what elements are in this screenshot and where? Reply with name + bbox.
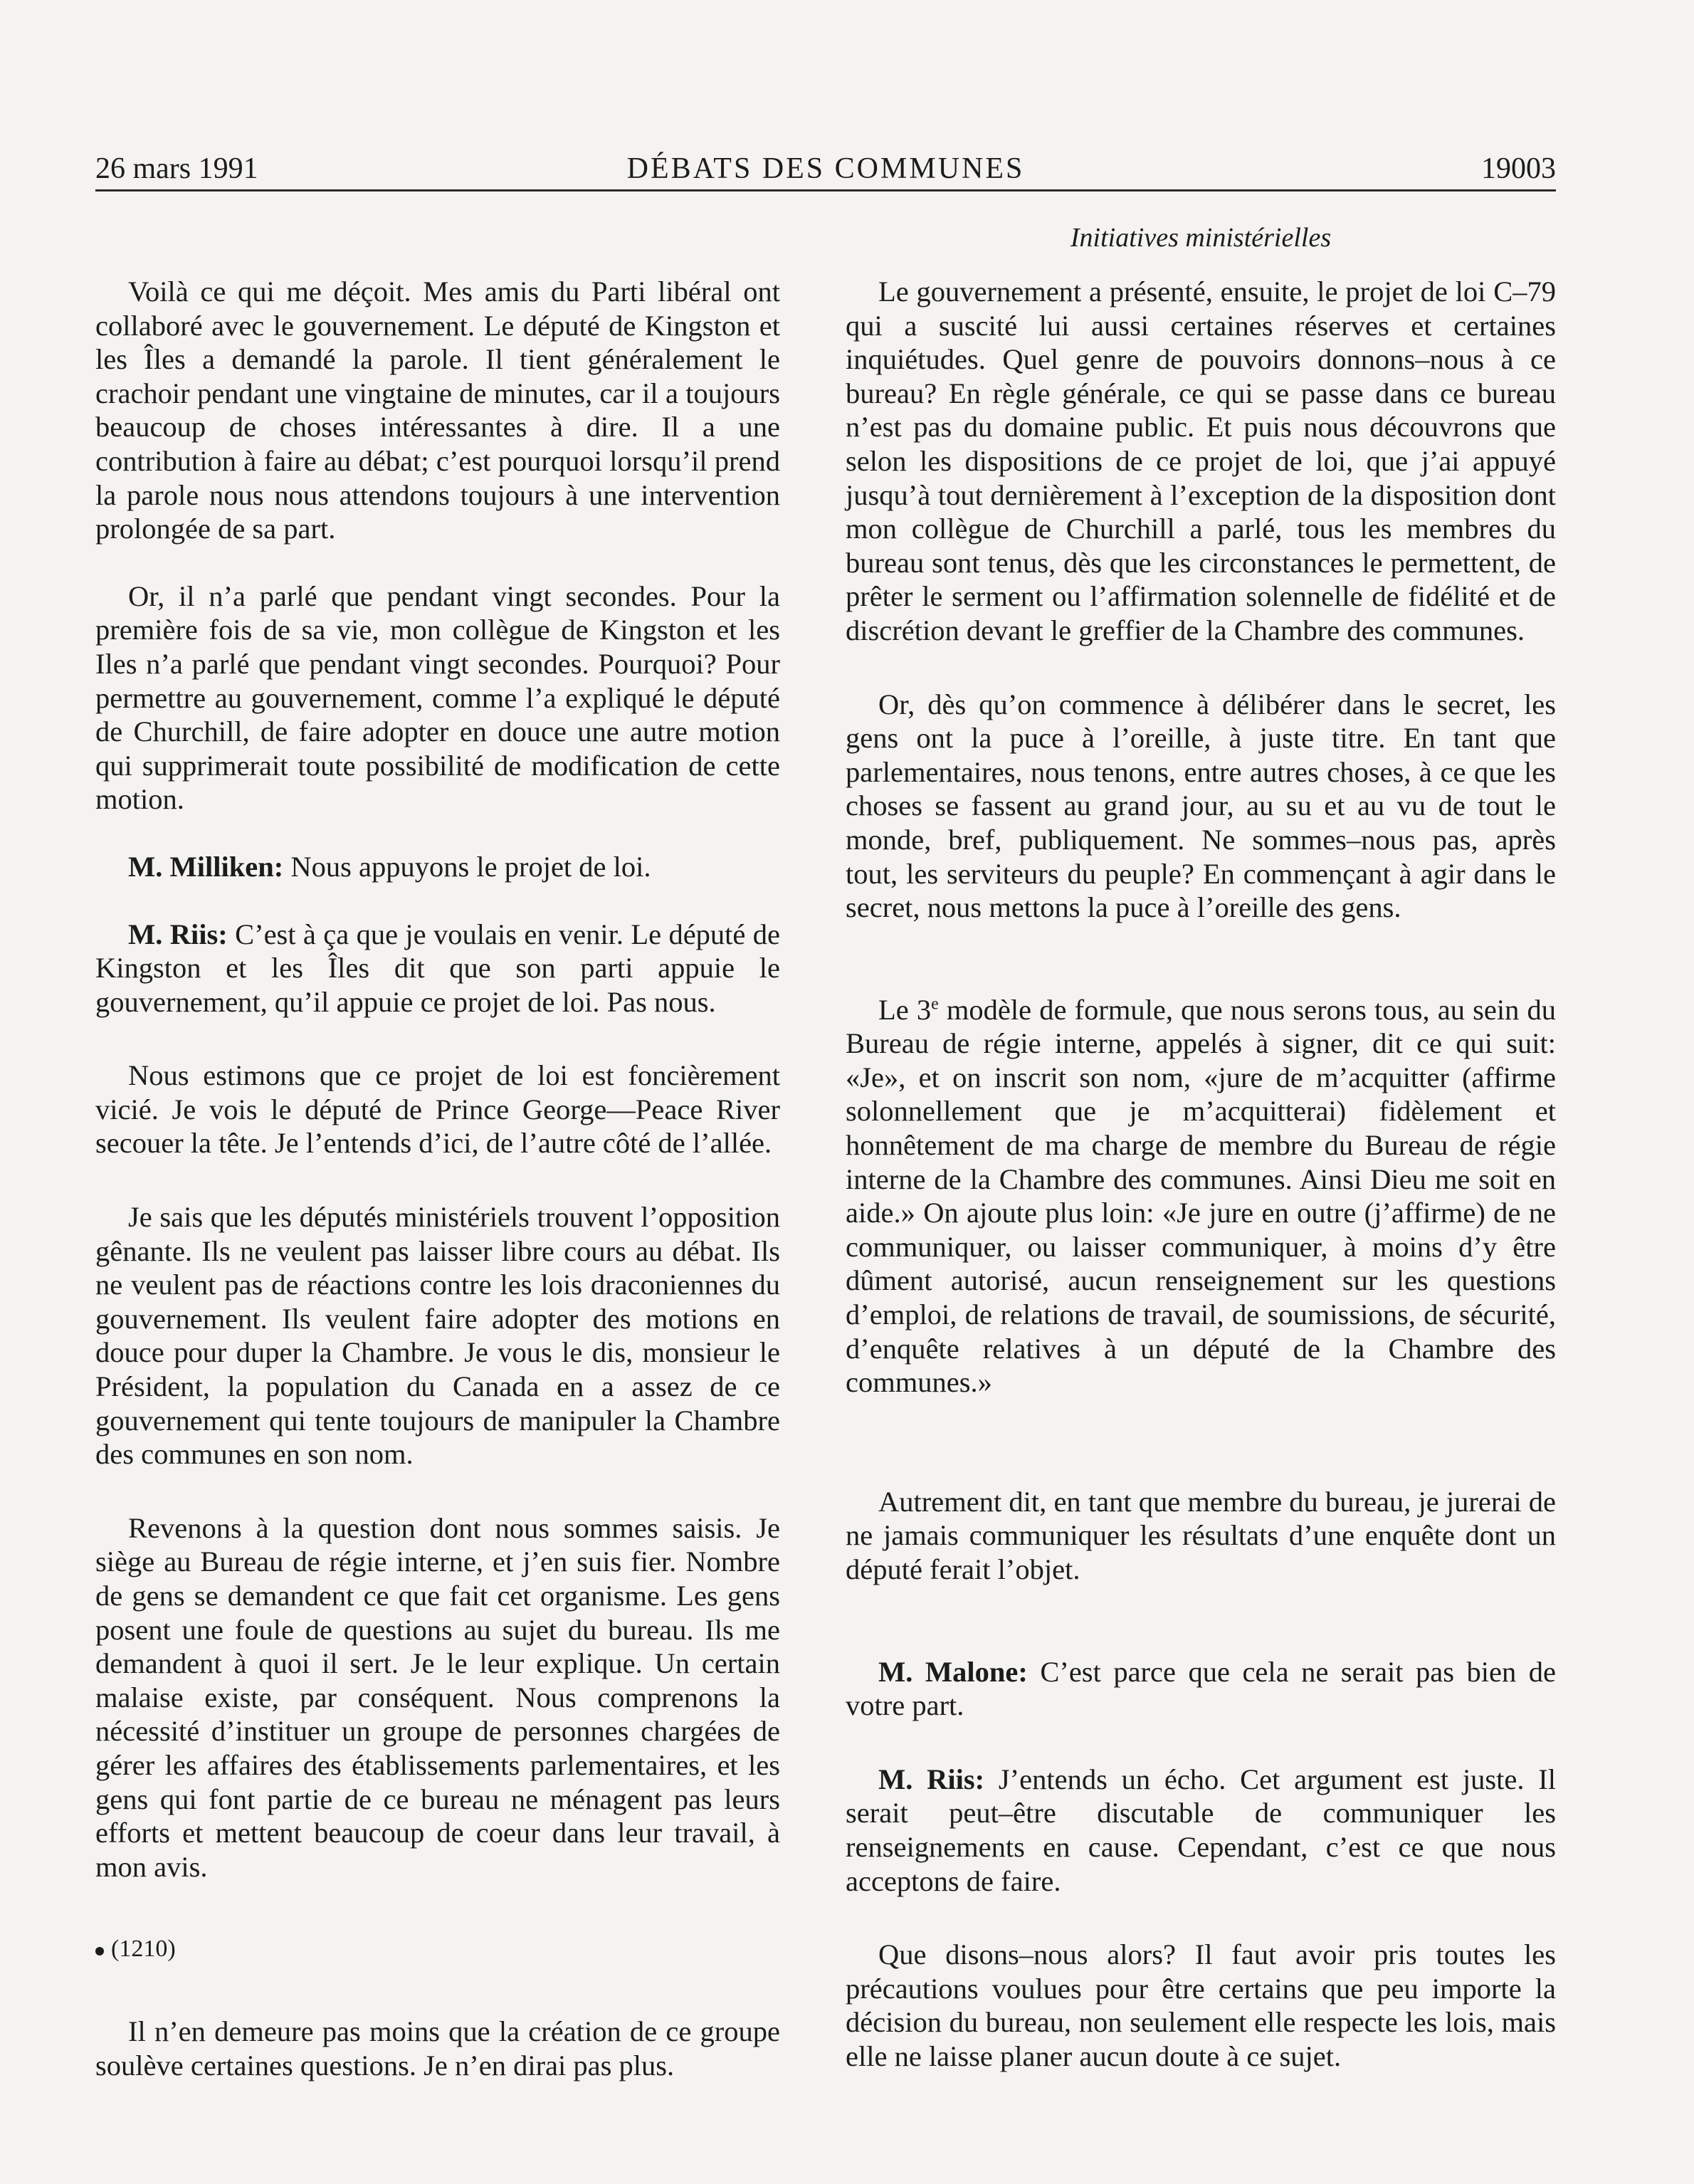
header-page-number: 19003 [1481,152,1556,185]
time-marker [95,1932,780,1966]
page-header [95,147,1556,191]
paragraph: Je sais que les députés ministériels trouvent l’opposition gênante. Ils ne veulent pas laisser libre cours au débat. Ils ne veulent pas de réactions contre les lois draconiennes du gouvernement. Ils veulent faire adopter des motions en douce pour duper la Chambre. Je vous le dis, monsieur le Président, la population du Canada en a assez de ce gouvernement qui tente toujours de manipuler la Chambre des communes en son nom. [95,1201,780,1471]
speaker-name: M. Malone: [878,1655,1028,1688]
speech-text: J’entends un écho. Cet argument est juste. Il serait peut–être discutable de communiquer les renseignements en cause. Cependant, c’est ce que nous acceptons de faire. [846,1763,1556,1897]
paragraph [846,993,1556,1400]
paragraph: Il n’en demeure pas moins que la création de ce groupe soulève certaines questions. Je n’en dirai pas plus. [95,2015,780,2081]
header-date: 26 mars 1991 [95,152,258,185]
paragraph: Or, dès qu’on commence à délibérer dans le secret, les gens ont la puce à l’oreille, à juste titre. En tant que parlementaires, nous tenons, entre autres choses, à ce que les choses se fassent au grand jour, au su et au vu de tout le monde, bref, publiquement. Ne sommes–nous pas, après tout, les serviteurs du peuple? En commençant à agir dans le secret, nous mettons la puce à l’oreille des gens. [846,688,1556,924]
left-column [95,275,780,2082]
speaker-name: M. Riis: [128,918,228,950]
speaker-name: M. Riis: [878,1763,985,1795]
paragraph: Autrement dit, en tant que membre du bureau, je jurerai de ne jamais communiquer les résultats d’une enquête dont un député ferait l’objet. [846,1485,1556,1585]
superscript: e [931,994,939,1014]
paragraph: Nous estimons que ce projet de loi est foncièrement vicié. Je vois le député de Prince George—Peace River secouer la tête. Je l’entends d’ici, de l’autre côté de l’allée. [95,1059,780,1160]
paragraph: Que disons–nous alors? Il faut avoir pris toutes les précautions voulues pour être certains que peu importe la décision du bureau, non seulement elle respecte les lois, mais elle ne laisse planer aucun doute à ce sujet. [846,1938,1556,2072]
speech-paragraph [846,1655,1556,1723]
paragraph: Voilà ce qui me déçoit. Mes amis du Parti libéral ont collaboré avec le gouvernement. Le député de Kingston et les Îles a demandé la parole. Il tient généralement le crachoir pendant une vingtaine de minutes, car il a toujours beaucoup de choses intéressantes à dire. Il a une contribution à faire au débat; c’est pourquoi lorsqu’il prend la parole nous nous attendons toujours à une intervention prolongée de sa part. [95,275,780,545]
time-marker-text: (1210) [111,1936,176,1963]
paragraph: Or, il n’a parlé que pendant vingt secondes. Pour la première fois de sa vie, mon collègue de Kingston et les Iles n’a parlé que pendant vingt secondes. Pourquoi? Pour permettre au gouvernement, comme l’a expliqué le député de Churchill, de faire adopter en douce une autre motion qui supprimerait toute possibilité de modification de cette motion. [95,579,780,816]
header-title: DÉBATS DES COMMUNES [626,152,1025,185]
section-title: Initiatives ministérielles [1070,223,1332,253]
speech-text: C’est à ça que je voulais en venir. Le député de Kingston et les Îles dit que son parti appuie le gouvernement, qu’il appuie ce projet de loi. Pas nous. [95,918,780,1018]
right-column [846,275,1556,2074]
speech-text: C’est parce que cela ne serait pas bien de votre part. [846,1655,1556,1722]
paragraph: Revenons à la question dont nous sommes saisis. Je siège au Bureau de régie interne, et j’en suis fier. Nombre de gens se demandent ce que fait cet organisme. Les gens posent une foule de questions au sujet du bureau. Ils me demandent à quoi il sert. Je le leur explique. Un certain malaise existe, par conséquent. Nous comprenons la nécessité d’instituer un groupe de personnes chargées de gérer les affaires des établissements parlementaires, et les gens qui font partie de ce bureau ne ménagent pas leurs efforts et mettent beaucoup de coeur dans leur travail, à mon avis. [95,1511,780,1883]
speech-paragraph [95,918,780,1019]
speech-text: Nous appuyons le projet de loi. [283,850,651,883]
paragraph: Le gouvernement a présenté, ensuite, le projet de loi C–79 qui a suscité lui aussi certaines réserves et certaines inquiétudes. Quel genre de pouvoirs donnons–nous à ce bureau? En règle générale, ce qui se passe dans ce bureau n’est pas du domaine public. Et puis nous découvrons que selon les dispositions de ce projet de loi, que j’ai appuyé jusqu’à tout dernièrement à l’exception de la disposition dont mon collègue de Churchill a parlé, tous les membres du bureau sont tenus, dès que les circonstances le permettent, de prêter le serment ou l’affirmation solennelle de fidélité et de discrétion devant le greffier de la Chambre des communes. [846,275,1556,646]
speech-paragraph [95,850,780,884]
speech-paragraph [846,1763,1556,1898]
text-fragment: modèle de formule, que nous serons tous, au sein du Bureau de régie interne, appelés à signer, dit ce qui suit: «Je», et on inscrit son nom, «jure de m’acquitter (affirme solonnellement que je m’acquitterai) fidèlement et honnêtement de ma charge de membre du Bureau de régie interne de la Chambre des communes. Ainsi Dieu me soit en aide.» On ajoute plus loin: «Je jure en outre (j’affirme) de ne communiquer, ou laisser communiquer, à moins d’y être dûment autorisé, aucun renseignement sur les questions d’emploi, de relations de travail, de soumissions, de sécurité, d’enquête relatives à un député de la Chambre des communes.» [846,993,1556,1399]
text-fragment: Le 3 [878,993,932,1026]
bullet-icon [95,1947,104,1955]
speaker-name: M. Milliken: [128,850,284,883]
